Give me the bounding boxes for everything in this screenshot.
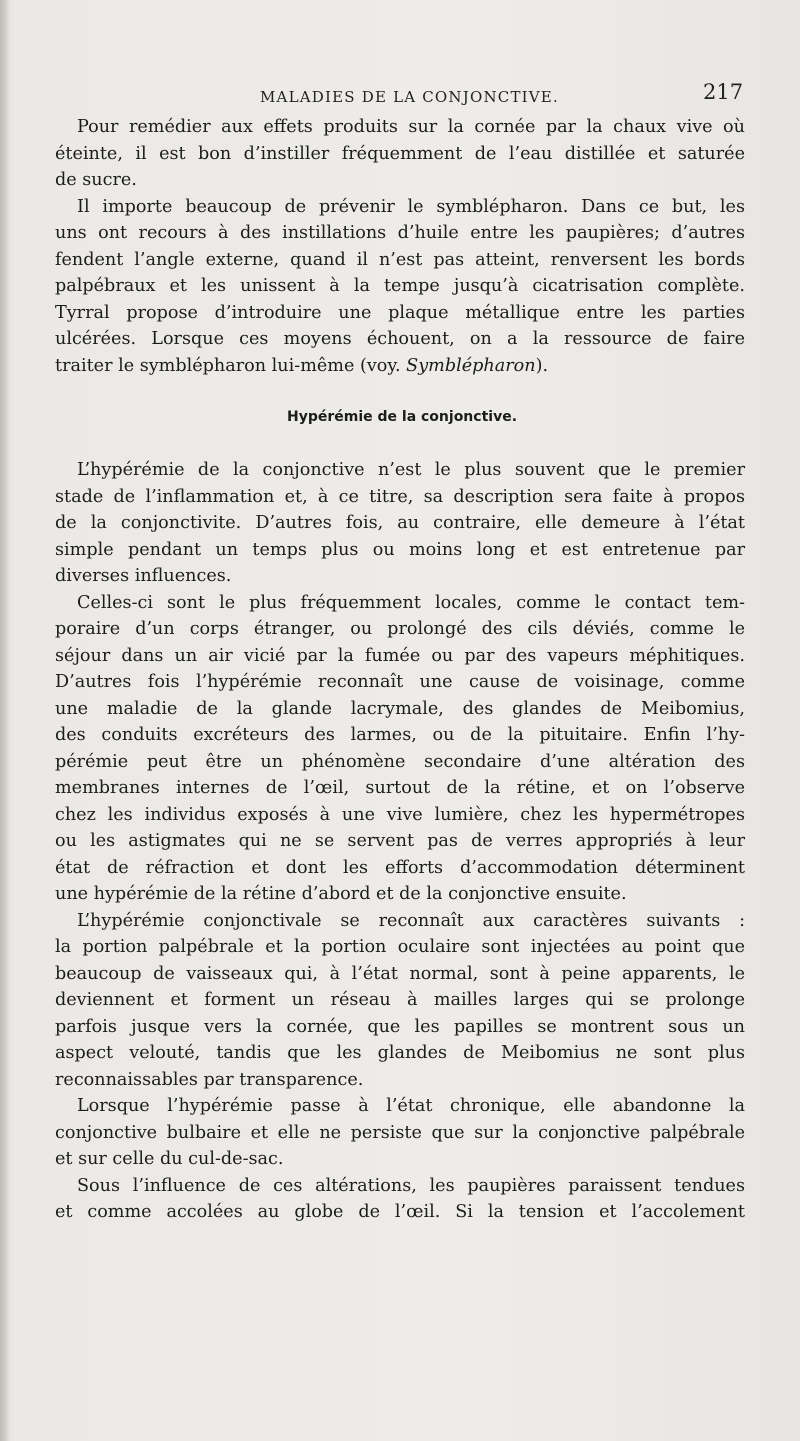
text-line: membranes internes de l’œil, surtout de la rétine, et on l’observe	[55, 778, 745, 798]
text-line: beaucoup de vaisseaux qui, à l’état normal, sont à peine apparents, le	[55, 963, 745, 984]
text-line: Celles-ci sont le plus fréquemment locales, comme le contact tem-	[77, 592, 745, 613]
text-line	[55, 353, 745, 380]
paragraph	[55, 908, 745, 1094]
paragraph	[55, 194, 745, 380]
binding-shadow	[0, 0, 10, 1441]
text-line: éteinte, il est bon d’instiller fréquemment de l’eau distillée et saturée	[55, 143, 745, 164]
text-line: de sucre.	[55, 170, 137, 190]
text-line: de la conjonctivite. D’autres fois, au contraire, elle demeure à l’état	[55, 513, 745, 533]
text-line: reconnaissables par transparence.	[55, 1069, 364, 1090]
text-line: chez les individus exposés à une vive lumière, chez les hypermétropes	[55, 804, 745, 825]
text-line: L’hypérémie conjonctivale se reconnaît aux caractères suivants :	[77, 910, 745, 931]
body-text	[55, 114, 745, 1226]
text-line: deviennent et forment un réseau à mailles larges qui se prolonge	[55, 990, 745, 1010]
text-line: simple pendant un temps plus ou moins long et est entretenue par	[55, 539, 745, 560]
text-line: palpébraux et les unissent à la tempe jusqu’à cicatrisation complète.	[55, 276, 745, 296]
running-head: MALADIES DE LA CONJONCTIVE.	[260, 88, 559, 106]
text-segment: ).	[535, 355, 549, 376]
text-line: D’autres fois l’hypérémie reconnaît une cause de voisinage, comme	[55, 672, 745, 692]
page-number: 217	[703, 80, 744, 104]
paragraph	[55, 590, 745, 908]
text-line: L’hypérémie de la conjonctive n’est le plus souvent que le premier	[77, 460, 745, 480]
cross-reference: Symblépharon	[406, 355, 536, 376]
text-line: fendent l’angle externe, quand il n’est pas atteint, renversent les bords	[55, 249, 745, 270]
text-line: Lorsque l’hypérémie passe à l’état chronique, elle abandonne la	[77, 1096, 745, 1116]
text-line: et comme accolées au globe de l’œil. Si la tension et l’accolement	[55, 1202, 745, 1222]
text-line: conjonctive bulbaire et elle ne persiste que sur la conjonctive palpébrale	[55, 1122, 745, 1143]
text-line: Sous l’influence de ces altérations, les paupières paraissent tendues	[77, 1175, 745, 1196]
text-line: diverses influences.	[55, 566, 232, 586]
section-heading: Hypérémie de la conjonctive.	[286, 409, 518, 425]
text-line: et sur celle du cul-de-sac.	[55, 1149, 284, 1169]
text-line: séjour dans un air vicié par la fumée ou par des vapeurs méphitiques.	[55, 645, 745, 666]
text-line: poraire d’un corps étranger, ou prolongé des cils déviés, comme le	[55, 619, 745, 639]
text-line: Tyrral propose d’introduire une plaque métallique entre les parties	[55, 302, 745, 323]
text-line: aspect velouté, tandis que les glandes de Meibomius ne sont plus	[55, 1043, 745, 1063]
text-line: uns ont recours à des instillations d’huile entre les paupières; d’autres	[55, 223, 745, 243]
text-line: une hypérémie de la rétine d’abord et de la conjonctive ensuite.	[55, 884, 627, 904]
text-line: pérémie peut être un phénomène secondaire d’une altération des	[55, 751, 745, 772]
text-line: ulcérées. Lorsque ces moyens échouent, on a la ressource de faire	[55, 329, 745, 349]
text-line: ou les astigmates qui ne se servent pas de verres appropriés à leur	[55, 831, 745, 851]
text-line: une maladie de la glande lacrymale, des glandes de Meibomius,	[55, 698, 745, 719]
paragraph	[55, 457, 745, 590]
text-segment: traiter le symblépharon lui-même (voy.	[55, 355, 407, 376]
text-line: Pour remédier aux effets produits sur la cornée par la chaux vive où	[77, 117, 745, 137]
paragraph	[55, 1093, 745, 1173]
text-line: état de réfraction et dont les efforts d’accommodation déterminent	[55, 857, 745, 878]
text-line: parfois jusque vers la cornée, que les papilles se montrent sous un	[55, 1016, 745, 1037]
paragraph	[55, 114, 745, 194]
text-line: la portion palpébrale et la portion oculaire sont injectées au point que	[55, 937, 745, 957]
paragraph	[55, 1173, 745, 1226]
text-line: stade de l’inflammation et, à ce titre, sa description sera faite à propos	[55, 486, 745, 507]
text-line: des conduits excréteurs des larmes, ou de la pituitaire. Enfin l’hy-	[55, 725, 745, 745]
text-line: Il importe beaucoup de prévenir le symblépharon. Dans ce but, les	[77, 196, 745, 217]
